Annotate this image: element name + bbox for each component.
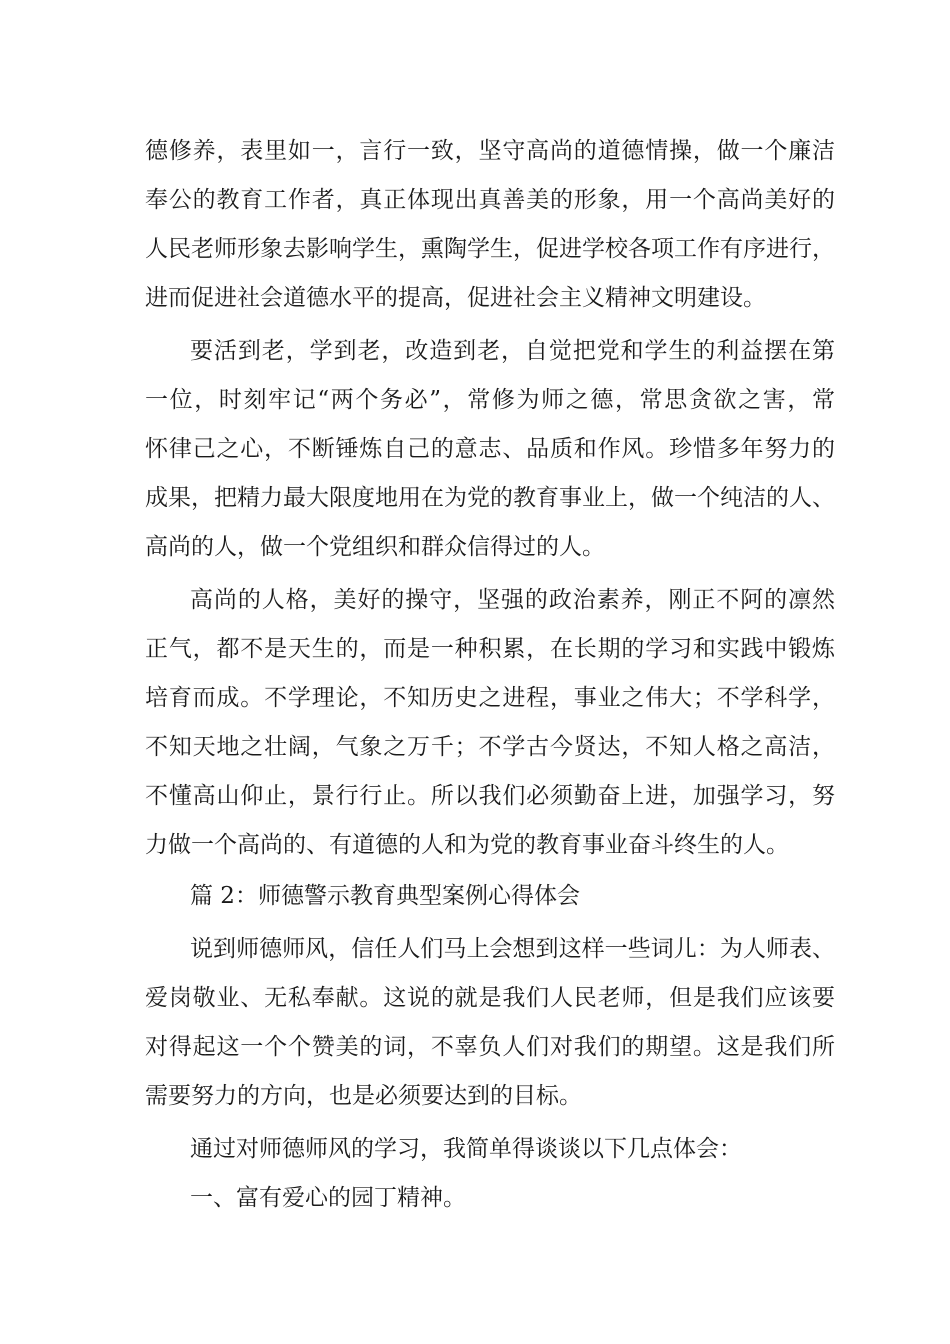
text-line: 人民老师形象去影响学生，熏陶学生，促进学校各项工作有序进行，	[145, 236, 835, 262]
text-line: 培育而成。不学理论，不知历史之进程，事业之伟大；不学科学，	[145, 685, 835, 711]
paragraph-first-line: 说到师德师风，信任人们马上会想到这样一些词儿：为人师表、	[190, 936, 835, 962]
text-line: 德修养，表里如一，言行一致，坚守高尚的道德情操，做一个廉洁	[145, 138, 835, 164]
paragraph-first-line: 要活到老，学到老，改造到老，自觉把党和学生的利益摆在第	[190, 338, 835, 364]
paragraph-first-line: 高尚的人格，美好的操守，坚强的政治素养，刚正不阿的凛然	[190, 587, 835, 613]
list-heading: 一、富有爱心的园丁精神。	[190, 1185, 466, 1211]
text-line: 怀律己之心，不断锤炼自己的意志、品质和作风。珍惜多年努力的	[145, 436, 835, 462]
section-heading: 篇 2：师德警示教育典型案例心得体会	[190, 883, 580, 909]
text-line: 高尚的人，做一个党组织和群众信得过的人。	[145, 534, 605, 560]
text-line: 不懂高山仰止，景行行止。所以我们必须勤奋上进，加强学习，努	[145, 783, 835, 809]
text-line: 爱岗敬业、无私奉献。这说的就是我们人民老师，但是我们应该要	[145, 985, 835, 1011]
text-line: 需要努力的方向，也是必须要达到的目标。	[145, 1083, 582, 1109]
paragraph-first-line: 通过对师德师风的学习，我简单得谈谈以下几点体会：	[190, 1136, 742, 1162]
text-line: 正气，都不是天生的，而是一种积累，在长期的学习和实践中锻炼	[145, 636, 835, 662]
text-line: 不知天地之壮阔，气象之万千；不学古今贤达，不知人格之高洁，	[145, 734, 835, 760]
text-line: 力做一个高尚的、有道德的人和为党的教育事业奋斗终生的人。	[145, 832, 789, 858]
text-line: 一位，时刻牢记“两个务必”，常修为师之德，常思贪欲之害，常	[145, 387, 835, 413]
text-line: 成果，把精力最大限度地用在为党的教育事业上，做一个纯洁的人、	[145, 485, 835, 511]
text-line: 对得起这一个个赞美的词，不辜负人们对我们的期望。这是我们所	[145, 1034, 835, 1060]
text-line: 进而促进社会道德水平的提高，促进社会主义精神文明建设。	[145, 285, 766, 311]
text-line: 奉公的教育工作者，真正体现出真善美的形象，用一个高尚美好的	[145, 187, 835, 213]
